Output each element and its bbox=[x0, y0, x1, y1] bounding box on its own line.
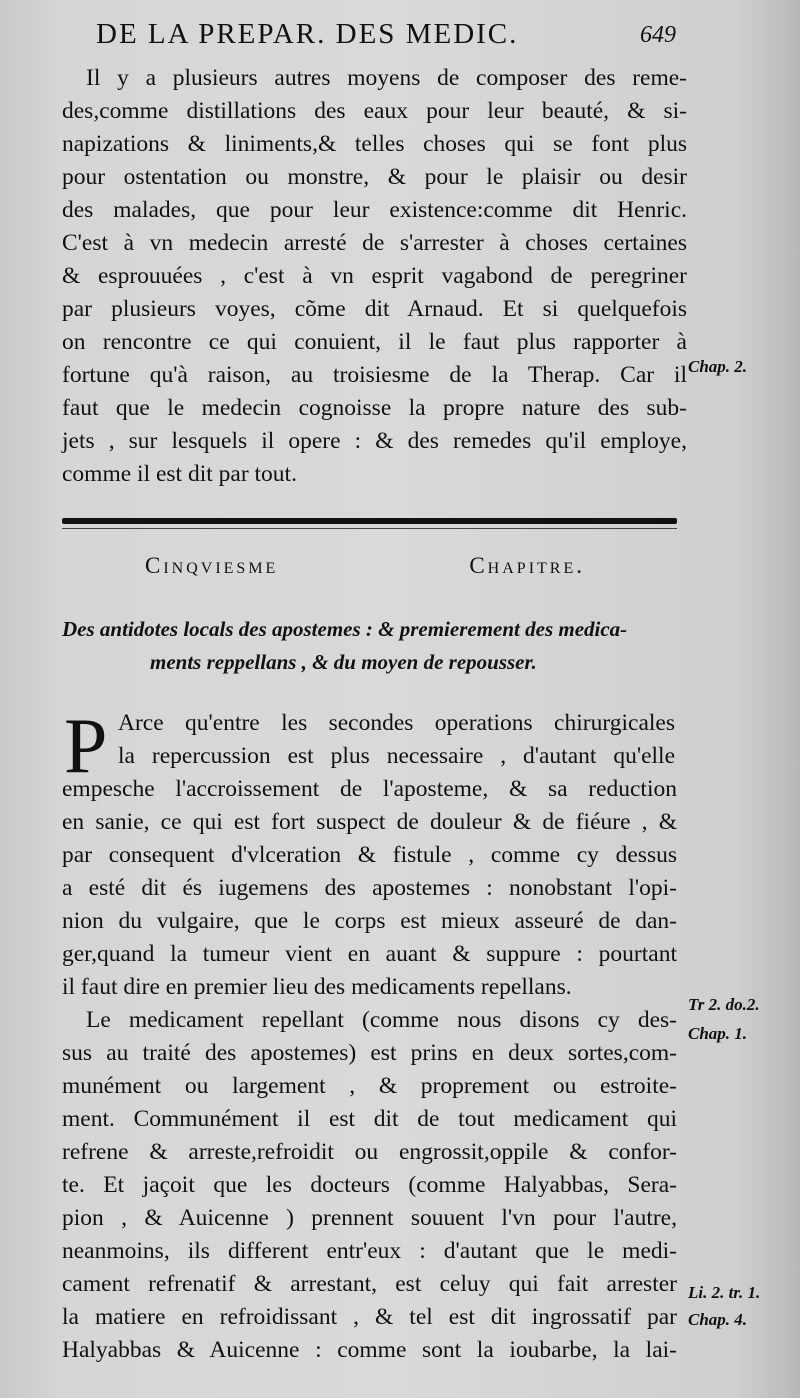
text-line: cament refrenatif & arrestant, est celuy qui fait arrester bbox=[62, 1271, 677, 1297]
chapter-heading-left: Cinqviesme bbox=[145, 553, 279, 578]
text-line: Le medicament repellant (comme nous disons cy des- bbox=[86, 1007, 677, 1033]
drop-cap: P bbox=[64, 702, 108, 789]
margin-note-chap1: Chap. 1. bbox=[688, 1024, 748, 1043]
text-line: te. Et jaçoit que les docteurs (comme Halyabbas, Sera- bbox=[62, 1172, 677, 1198]
text-line: & esprouuées , c'est à vn esprit vagabond de peregriner bbox=[62, 263, 687, 289]
text-line: refrene & arreste,refroidit ou engrossit,oppile & confor- bbox=[62, 1139, 677, 1165]
text-line: neanmoins, ils different entr'eux : d'autant que le medi- bbox=[62, 1238, 677, 1264]
text-line: des,comme distillations des eaux pour leur beauté, & si- bbox=[62, 98, 687, 124]
text-line: sus au traité des apostemes) est prins en deux sortes,com- bbox=[62, 1040, 677, 1066]
page-number: 649 bbox=[640, 22, 676, 48]
margin-note-li2: Li. 2. tr. 1. bbox=[688, 1283, 761, 1302]
text-line: par plusieurs voyes, cõme dit Arnaud. Et si quelquefois bbox=[62, 296, 687, 322]
text-line: empesche l'accroissement de l'aposteme, & sa reduction bbox=[62, 776, 677, 802]
text-line: des malades, que pour leur existence:comme dit Henric. bbox=[62, 197, 687, 223]
text-line: Halyabbas & Auicenne : comme sont la ioubarbe, la lai- bbox=[62, 1337, 677, 1363]
text-line: pour ostentation ou monstre, & pour le plaisir ou desir bbox=[62, 164, 687, 190]
chapter-opening-lines bbox=[118, 707, 675, 773]
chapter-heading-right: Chapitre. bbox=[469, 553, 585, 578]
text-line: napizations & liniments,& telles choses qui se font plus bbox=[62, 131, 687, 157]
section-rule bbox=[62, 518, 677, 524]
text-line: la matiere en refroidissant , & tel est dit ingrossatif par bbox=[62, 1304, 677, 1330]
chapter-subtitle-line1: Des antidotes locals des apostemes : & premierement des medica- bbox=[62, 617, 628, 641]
text-line: ment. Communément il est dit de tout medicament qui bbox=[62, 1106, 677, 1132]
text-line: jets , sur lesquels il opere : & des remedes qu'il employe, bbox=[62, 428, 687, 454]
text-line: faut que le medecin cognoisse la propre nature des sub- bbox=[62, 395, 687, 421]
text-line: on rencontre ce qui conuient, il le faut plus rapporter à bbox=[62, 329, 687, 355]
text-line: pion , & Auicenne ) prennent souuent l'vn pour l'autre, bbox=[62, 1205, 677, 1231]
text-line: nion du vulgaire, que le corps est mieux asseuré de dan- bbox=[62, 908, 677, 934]
text-line: fortune qu'à raison, au troisiesme de la Therap. Car il bbox=[62, 362, 687, 388]
text-line: comme il est dit par tout. bbox=[62, 461, 297, 487]
text-line: munément ou largement , & proprement ou estroite- bbox=[62, 1073, 677, 1099]
text-line: il faut dire en premier lieu des medicaments repellans. bbox=[62, 974, 572, 1000]
text-line: par consequent d'vlceration & fistule , comme cy dessus bbox=[62, 842, 677, 868]
text-line: a esté dit és iugemens des apostemes : nonobstant l'opi- bbox=[62, 875, 677, 901]
text-line: Il y a plusieurs autres moyens de composer des reme- bbox=[86, 65, 687, 91]
text-line: Arce qu'entre les secondes operations chirurgicales bbox=[118, 710, 675, 736]
text-line: en sanie, ce qui est fort suspect de douleur & de fiéure , & bbox=[62, 809, 677, 835]
chapter-heading bbox=[145, 553, 585, 579]
text-line: C'est à vn medecin arresté de s'arrester à choses certaines bbox=[62, 230, 687, 256]
section-rule-thin bbox=[62, 528, 677, 529]
chapter-subtitle-line2: ments reppellans , & du moyen de repousser. bbox=[150, 650, 537, 674]
margin-note-chap2: Chap. 2. bbox=[688, 357, 748, 376]
text-line: la repercussion est plus necessaire , d'autant qu'elle bbox=[118, 743, 675, 769]
top-paragraph bbox=[62, 62, 687, 491]
page-header bbox=[96, 18, 676, 54]
text-line: ger,quand la tumeur vient en auant & suppure : pourtant bbox=[62, 941, 677, 967]
running-title: DE LA PREPAR. DES MEDIC. bbox=[96, 18, 519, 50]
chapter-paragraph bbox=[62, 773, 677, 1367]
margin-note-chap4: Chap. 4. bbox=[688, 1310, 748, 1329]
margin-note-tr2: Tr 2. do.2. bbox=[688, 995, 760, 1014]
